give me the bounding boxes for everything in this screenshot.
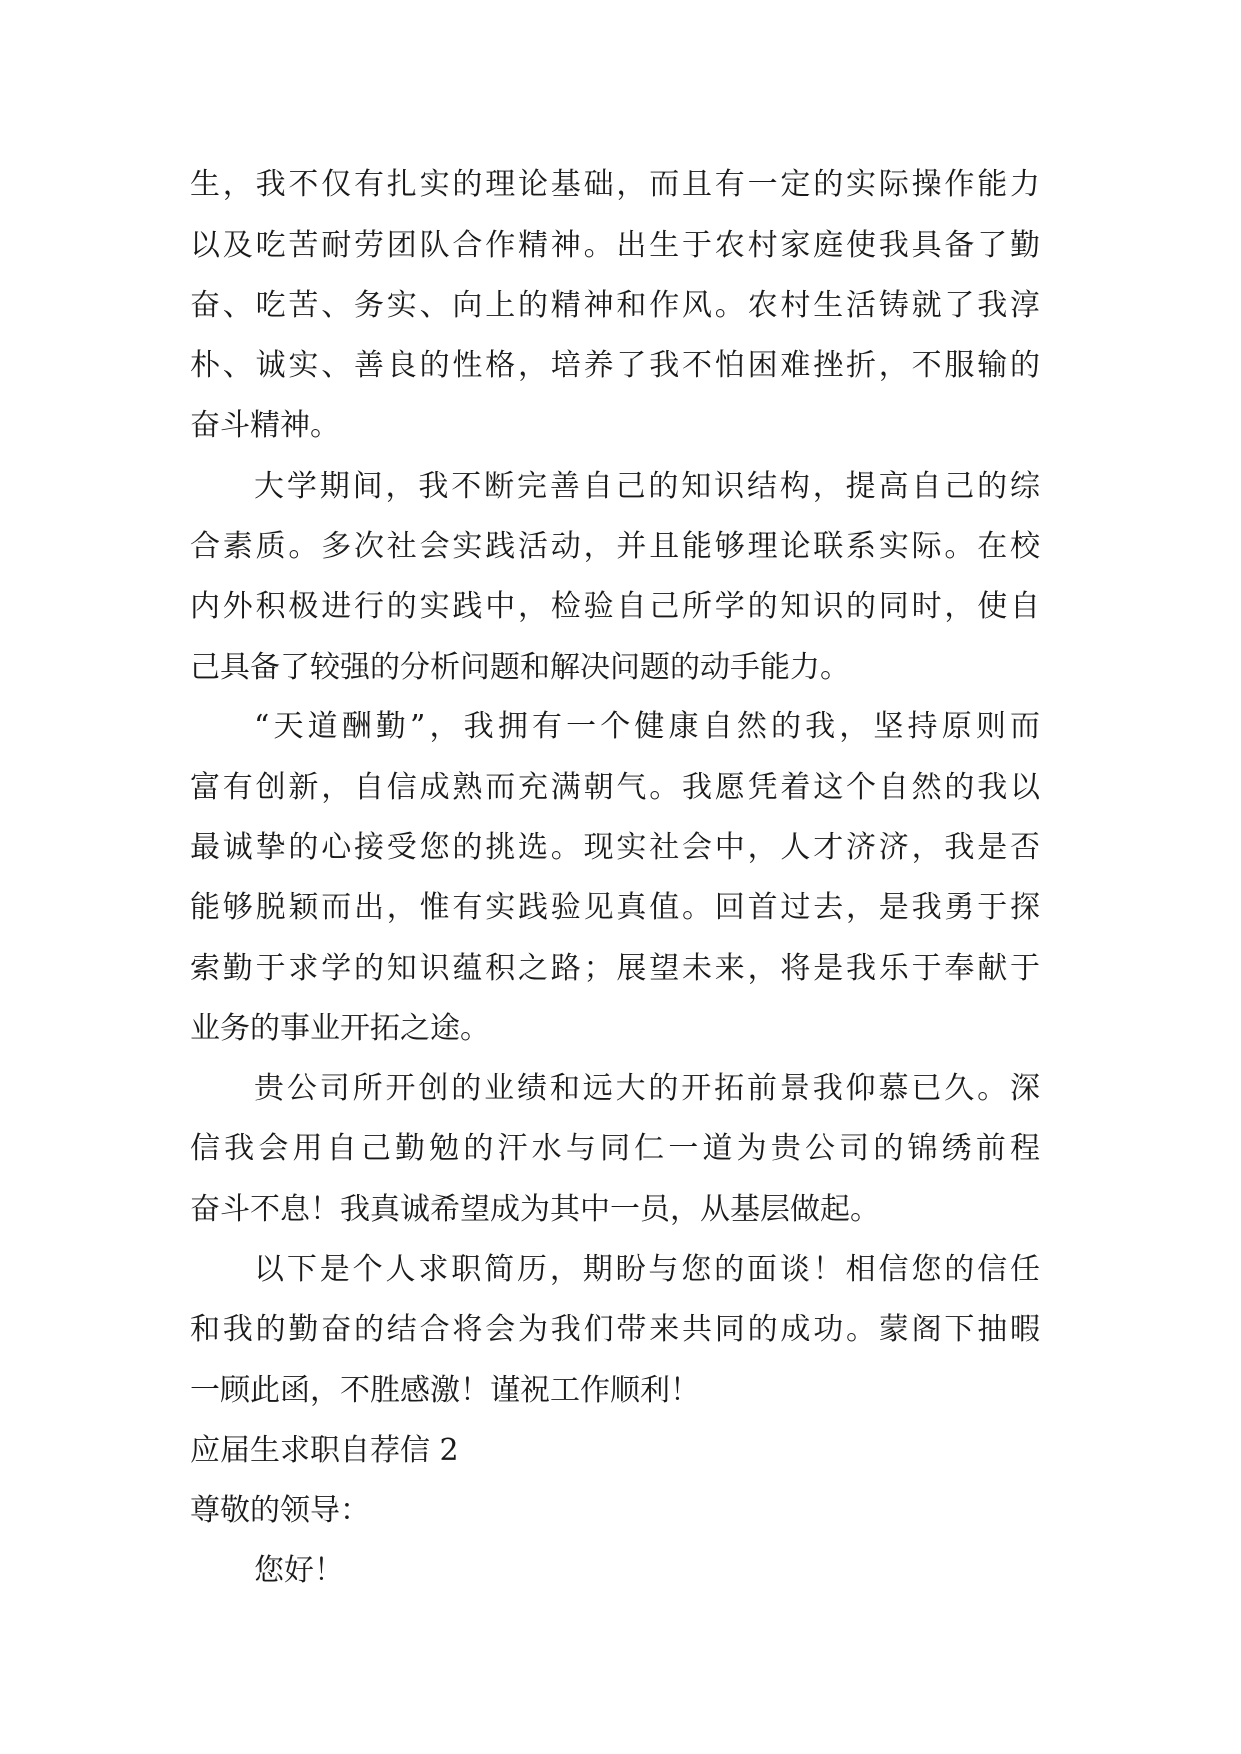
paragraph-line: “天道酬勤”，我拥有一个健康自然的我，坚持原则而 (254, 709, 1040, 744)
paragraph-line: 信我会用自己勤勉的汗水与同仁一道为贵公司的锦绣前程 (190, 1131, 1040, 1166)
paragraph-line: 贵公司所开创的业绩和远大的开拓前景我仰慕已久。深 (254, 1071, 1040, 1106)
paragraph-line: 业务的事业开拓之途。 (190, 1011, 490, 1046)
paragraph-line: 奋斗精神。 (190, 408, 340, 443)
salutation: 尊敬的领导： (190, 1493, 370, 1528)
paragraph-line: 内外积极进行的实践中，检验自己所学的知识的同时，使自 (190, 589, 1040, 624)
paragraph-line: 奋斗不息！我真诚希望成为其中一员，从基层做起。 (190, 1192, 880, 1227)
section-heading: 应届生求职自荐信 2 (190, 1433, 459, 1468)
paragraph-line: 生，我不仅有扎实的理论基础，而且有一定的实际操作能力 (190, 167, 1040, 202)
paragraph-line: 己具备了较强的分析问题和解决问题的动手能力。 (190, 650, 850, 685)
paragraph-line: 一顾此函，不胜感激！谨祝工作顺利！ (190, 1373, 700, 1408)
paragraph-line: 索勤于求学的知识蕴积之路；展望未来，将是我乐于奉献于 (190, 951, 1040, 986)
paragraph-line: 能够脱颖而出，惟有实践验见真值。回首过去，是我勇于探 (190, 890, 1040, 925)
paragraph-line: 最诚挚的心接受您的挑选。现实社会中，人才济济，我是否 (190, 830, 1040, 865)
paragraph-line: 和我的勤奋的结合将会为我们带来共同的成功。蒙阁下抽暇 (190, 1312, 1040, 1347)
paragraph-line: 以及吃苦耐劳团队合作精神。出生于农村家庭使我具备了勤 (190, 228, 1040, 263)
paragraph-line: 合素质。多次社会实践活动，并且能够理论联系实际。在校 (190, 529, 1040, 564)
paragraph-line: 奋、吃苦、务实、向上的精神和作风。农村生活铸就了我淳 (190, 288, 1040, 323)
paragraph-line: 富有创新，自信成熟而充满朝气。我愿凭着这个自然的我以 (190, 770, 1040, 805)
greeting: 您好！ (254, 1553, 344, 1588)
paragraph-line: 大学期间，我不断完善自己的知识结构，提高自己的综 (254, 469, 1040, 504)
paragraph-line: 朴、诚实、善良的性格，培养了我不怕困难挫折，不服输的 (190, 348, 1040, 383)
paragraph-line: 以下是个人求职简历，期盼与您的面谈！相信您的信任 (254, 1252, 1040, 1287)
